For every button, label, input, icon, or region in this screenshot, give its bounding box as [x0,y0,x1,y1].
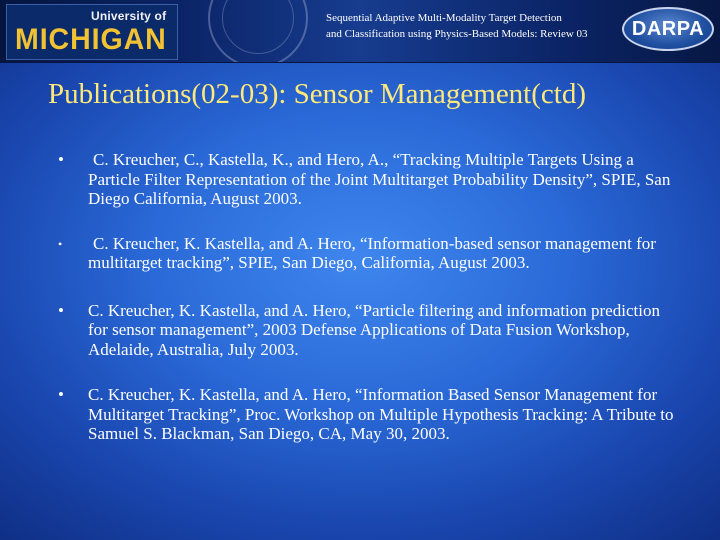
publication-text: C. Kreucher, K. Kastella, and A. Hero, “Particle filtering and information prediction for sensor management”, 2003 Defense Applications of Data Fusion Workshop, Adelaide, Australia, July 2003. [88,300,660,359]
slide-header [0,0,720,63]
subtitle-line-1: Sequential Adaptive Multi-Modality Target Detection [326,12,562,24]
slide-title: Publications(02-03): Sensor Management(ctd) [48,78,586,110]
list-item [58,150,678,209]
publication-list [58,150,678,444]
logo-big-text: MICHIGAN [15,23,167,56]
bullet-icon: • [58,150,64,169]
publication-text: C. Kreucher, K. Kastella, and A. Hero, “Information-based sensor management for multitarget tracking”, SPIE, San Diego, California, August 2003. [88,233,656,272]
bullet-icon: • [58,300,64,320]
bullet-icon: • [58,236,63,251]
list-item [58,385,678,444]
presentation-subtitle [326,10,616,42]
darpa-logo [622,7,714,51]
publication-text: C. Kreucher, K. Kastella, and A. Hero, “Information Based Sensor Management for Multitarget Tracking”, Proc. Workshop on Multiple Hypothesis Tracking: A Tribute to Samuel S. Blackman, San Diego, CA, May 30, 2003. [88,385,674,443]
list-item [58,301,678,360]
university-of-michigan-logo [6,4,178,60]
university-seal-icon [190,0,310,62]
logo-small-text: University of [91,9,167,23]
darpa-logo-text: DARPA [631,17,705,40]
subtitle-line-2: and Classification using Physics-Based Models: Review 03 [326,28,588,40]
list-item [58,234,678,273]
bullet-icon: • [58,385,64,404]
publication-text: C. Kreucher, C., Kastella, K., and Hero, A., “Tracking Multiple Targets Using a Particle Filter Representation of the Joint Multitarget Probability Density”, SPIE, San Diego California, August 2003. [88,150,671,208]
